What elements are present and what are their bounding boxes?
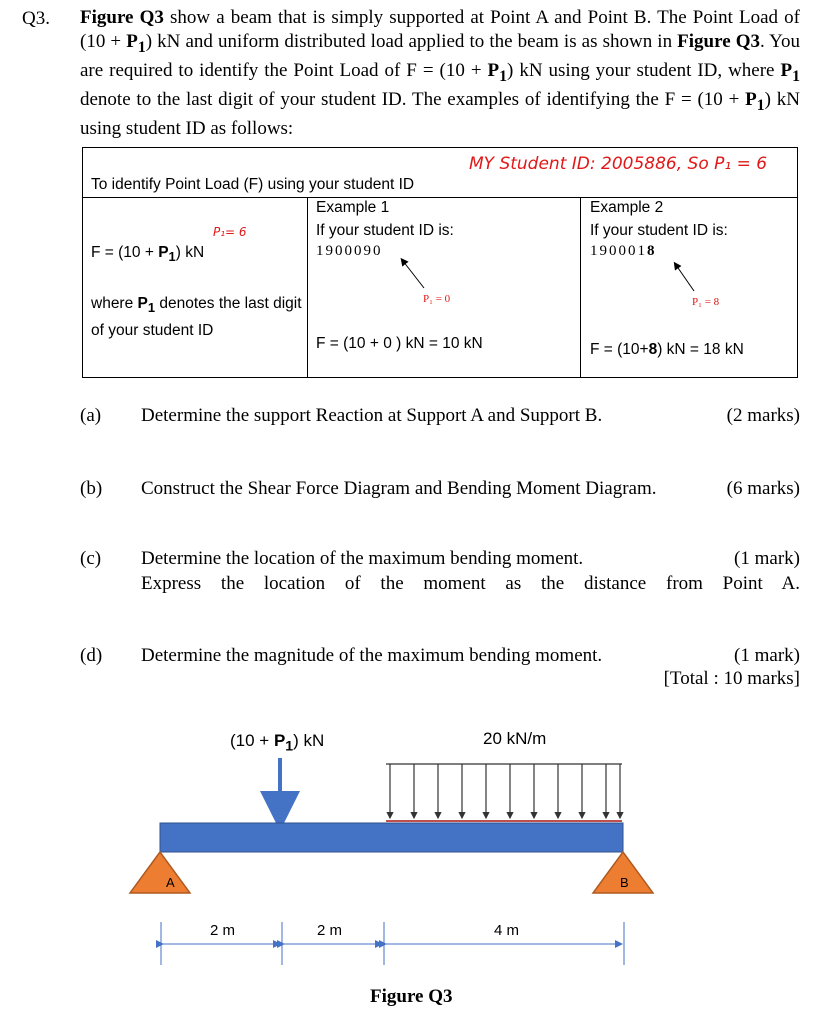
- question-intro: Figure Q3 show a beam that is simply supported at Point A and Point B. The Point Load of $(10 + P_1)$ kN and uniform distributed load applied to the beam is as shown in Figure Q3. You are required to identify the Point Load of $F = (10 + P_1)$ kN using your student ID, where $P_1$ denote to the last digit of your student ID. The examples of identifying the $F = (10 + P_1)$ kN using student ID as follows:: [80, 7, 800, 140]
- part-a-marks: (2 marks): [726, 405, 800, 426]
- dimension-label-3: 4 m: [494, 922, 520, 939]
- dimension-label-2: 2 m: [317, 922, 343, 939]
- example2-prompt: If your student ID is:: [590, 222, 728, 239]
- support-a: [130, 852, 190, 893]
- description-cell: where $P_1$ denotes the last digit of your student ID: [91, 295, 302, 340]
- dimension-label-1: 2 m: [210, 922, 236, 939]
- formula-cell: $F = (10 + P_1)$ kN: [91, 244, 205, 265]
- part-c-text: Determine the location of the maximum bending moment.: [141, 548, 584, 569]
- support-b-label: B: [620, 875, 629, 890]
- part-b-label: (b): [80, 478, 103, 499]
- example2-result: F = (10+8) kN = 18 kN: [590, 341, 744, 358]
- part-d-text: Determine the magnitude of the maximum bending moment.: [141, 645, 603, 666]
- part-d-label: (d): [80, 645, 103, 666]
- part-c-text-line2: Express the location of the moment as the distance from Point A.: [141, 573, 800, 594]
- example1-result: F = (10 + 0 ) kN = 10 kN: [316, 335, 483, 352]
- figure-caption: Figure Q3: [370, 986, 453, 1007]
- example2-p1-label: P₁ = 8: [692, 296, 720, 308]
- part-b-text: Construct the Shear Force Diagram and Bending Moment Diagram.: [141, 478, 657, 499]
- example2-id: 1900018: [590, 243, 657, 259]
- handwritten-student-id-note: MY Student ID: 2005886, So P₁ = 6: [469, 154, 768, 174]
- table-header: To identify Point Load (F) using your student ID: [91, 176, 415, 193]
- part-c-marks: (1 mark): [734, 548, 800, 569]
- part-a-text: Determine the support Reaction at Support A and Support B.: [141, 405, 603, 426]
- part-b-marks: (6 marks): [726, 478, 800, 499]
- support-a-label: A: [166, 875, 175, 890]
- point-load-label: $(10 + P_1)$ kN: [230, 731, 325, 755]
- example1-prompt: If your student ID is:: [316, 222, 454, 239]
- part-c-label: (c): [80, 548, 102, 569]
- example1-p1-label: P₁ = 0: [423, 293, 451, 305]
- part-a-label: (a): [80, 405, 102, 426]
- p1-annotation: P₁= 6: [213, 225, 247, 239]
- part-d-marks: (1 mark): [734, 645, 800, 666]
- udl-label: 20 kN/m: [483, 729, 547, 748]
- example1-id: 1900090: [316, 243, 383, 259]
- example2-title: Example 2: [590, 199, 664, 216]
- udl-arrows: [386, 764, 622, 818]
- question-number: Q3.: [22, 8, 50, 29]
- beam: [160, 823, 623, 852]
- total-marks: [Total : 10 marks]: [663, 668, 800, 689]
- example1-title: Example 1: [316, 199, 390, 216]
